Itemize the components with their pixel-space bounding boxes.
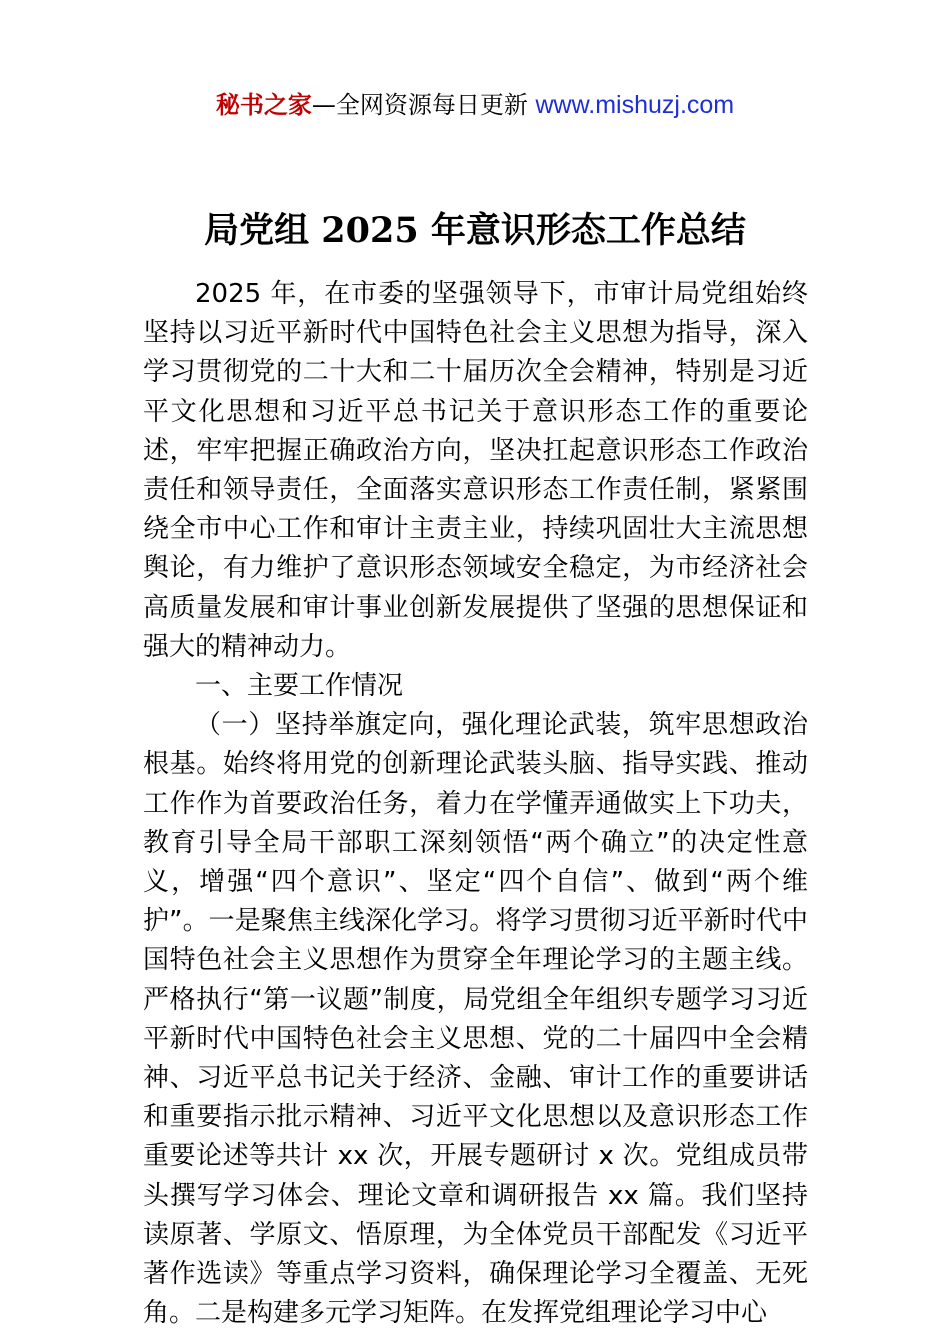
site-tagline: —全网资源每日更新 bbox=[311, 91, 536, 119]
section-paragraph-1: （一）坚持举旗定向，强化理论武装，筑牢思想政治根基。始终将用党的创新理论武装头脑、指导实践、推动工作作为首要政治任务，着力在学懂弄通做实上下功夫，教育引导全局干部职工深刻领悟“两个确立”的决定性意义，增强“四个意识”、坚定“四个自信”、做到“两个维护”。一是聚焦主线深化学习。将学习贯彻习近平新时代中国特色社会主义思想作为贯穿全年理论学习的主题主线。严格执行“第一议题”制度，局党组全年组织专题学习习近平新时代中国特色社会主义思想、党的二十届四中全会精神、习近平总书记关于经济、金融、审计工作的重要讲话和重要指示批示精神、习近平文化思想以及意识形态工作重要论述等共计 xx 次，开展专题研讨 x 次。党组成员带头撰写学习体会、理论文章和调研报告 xx 篇。我们坚持读原著、学原文、悟原理，为全体党员干部配发《习近平著作选读》等重点学习资料，确保理论学习全覆盖、无死角。二是构建多元学习矩阵。在发挥党组理论学习中心 bbox=[143, 710, 808, 1329]
intro-paragraph: 2025 年，在市委的坚强领导下，市审计局党组始终坚持以习近平新时代中国特色社会主义思想为指导，深入学习贯彻党的二十大和二十届历次全会精神，特别是习近平文化思想和习近平总书记关于意识形态工作的重要论述，牢牢把握正确政治方向，坚决扛起意识形态工作政治责任和领导责任，全面落实意识形态工作责任制，紧紧围绕全市中心工作和审计主责主业，持续巩固壮大主流思想舆论，有力维护了意识形态领域安全稳定，为市经济社会高质量发展和审计事业创新发展提供了坚强的思想保证和强大的精神动力。 bbox=[143, 279, 808, 662]
document-body bbox=[143, 275, 808, 1333]
section-heading-main-work: 一、主要工作情况 bbox=[195, 671, 404, 702]
site-url-link[interactable]: www.mishuzj.com bbox=[535, 91, 735, 119]
site-brand-name: 秘书之家 bbox=[215, 91, 312, 119]
site-banner bbox=[0, 88, 950, 122]
document-title: 局党组 2025 年意识形态工作总结 bbox=[204, 210, 746, 252]
